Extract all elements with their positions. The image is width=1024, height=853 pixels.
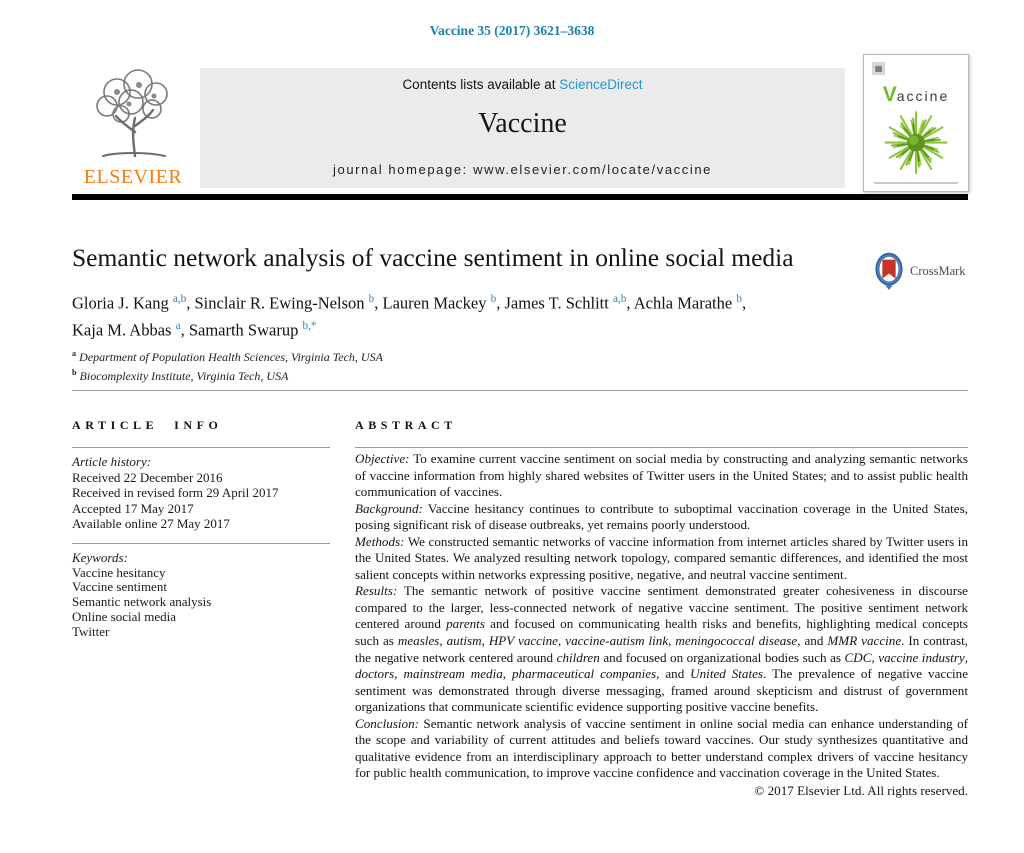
- journal-cover-thumbnail: [863, 54, 969, 192]
- history-online: Available online 27 May 2017: [72, 516, 230, 532]
- article-title: Semantic network analysis of vaccine sentiment in online social media: [72, 243, 794, 272]
- copyright-line: © 2017 Elsevier Ltd. All rights reserved.: [754, 782, 968, 798]
- abstract-background: Background: Vaccine hesitancy continues to contribute to suboptimal vaccination coverage in the United States, posing significant risk of disease outbreaks, yet remains poorly understood.: [355, 500, 968, 533]
- article-info-heading: ARTICLE INFO: [72, 418, 223, 432]
- crossmark-label: CrossMark: [910, 263, 966, 278]
- abstract-heading: ABSTRACT: [355, 418, 457, 432]
- sciencedirect-link[interactable]: ScienceDirect: [559, 77, 643, 92]
- keyword-item: Twitter: [72, 623, 110, 639]
- elsevier-tree-icon: [83, 64, 183, 164]
- cover-title-initial: V: [882, 83, 897, 106]
- elsevier-logo: [72, 64, 194, 192]
- abstract-results: Results: The semantic network of positive vaccine sentiment demonstrated greater cohesiveness in discourse compared to the larger, less-connected network of negative vaccine sentiment. The positive sentiment network centered around parents and focused on communicating health risks and benefits, highlighting medical concepts such as measles, autism, HPV vaccine, vaccine-autism link, meningococcal disease, and MMR vaccine. In contrast, the negative network centered around children and focused on organizational bodies such as CDC, vaccine industry, doctors, mainstream media, pharmaceutical companies, and United States. The prevalence of negative vaccine sentiment was demonstrated through diverse messaging, framed around skepticism and distrust of government organizations that communicate scientific evidence supporting positive vaccine benefits.: [355, 583, 969, 715]
- article-history: [72, 454, 330, 532]
- cover-title-rest: accine: [896, 88, 950, 104]
- author-line-1: Gloria J. Kang $^{a,b}$, Sinclair R. Ewing-Nelson $^b$, Lauren Mackey $^b$, James T. Schlitt $^{a,b}$, Achla Marathe $^b$,: [72, 293, 747, 313]
- abstract-methods: Methods: We constructed semantic networks of vaccine information from internet articles shared by Twitter users in the United States. We analyzed resulting network topology, compared semantic differences, and identified the most salient concepts within networks expressing positive, negative, and neutral vaccine sentiment.: [355, 533, 968, 582]
- keywords: [72, 551, 330, 639]
- abstract-body: [355, 451, 968, 799]
- affiliation-a: $^a$ Department of Population Health Sciences, Virginia Tech, USA: [72, 349, 383, 364]
- author-list: [72, 288, 932, 341]
- article-history-label: Article history:: [72, 454, 152, 469]
- keywords-divider-rule: [72, 543, 330, 544]
- keyword-item: Vaccine sentiment: [72, 579, 167, 595]
- journal-homepage-line: journal homepage: www.elsevier.com/locate/vaccine: [333, 162, 712, 177]
- history-accepted: Accepted 17 May 2017: [72, 500, 194, 516]
- history-received: Received 22 December 2016: [72, 469, 223, 485]
- abstract-objective: Objective: To examine current vaccine sentiment on social media by constructing and analyzing semantic networks of vaccine information from highly shared websites of Twitter users in the United States; and to assist public health communication of vaccines.: [355, 451, 968, 500]
- abstract-conclusion: Conclusion: Semantic network analysis of vaccine sentiment in online social media can enhance understanding of the scope and variability of current attitudes and beliefs toward vaccines. Our study synthesizes quantitative and qualitative evidence from an interdisciplinary approach to better understand complex drivers of vaccine hesitancy for public health communication, to improve vaccine confidence and vaccination coverage in the United States.: [355, 715, 968, 781]
- crossmark-badge[interactable]: [870, 250, 970, 292]
- journal-name: Vaccine: [478, 108, 567, 139]
- history-revised: Received in revised form 29 April 2017: [72, 485, 279, 501]
- contents-line: [200, 77, 845, 92]
- affiliations: [72, 346, 772, 384]
- virus-ball-icon: [874, 101, 958, 181]
- crossmark-icon: [870, 250, 908, 292]
- header-divider-bar: [72, 194, 968, 200]
- keyword-item: Vaccine hesitancy: [72, 564, 166, 580]
- keyword-item: Online social media: [72, 608, 176, 624]
- keywords-label: Keywords:: [72, 550, 128, 565]
- author-line-2: Kaja M. Abbas $^a$, Samarth Swarup $^{b,*}$: [72, 319, 317, 339]
- article-info-heading-rule: [72, 447, 330, 448]
- elsevier-wordmark: ELSEVIER: [83, 166, 183, 188]
- section-divider-rule: [72, 390, 968, 391]
- contents-line-prefix: Contents lists available at: [402, 77, 560, 92]
- cover-footer-line: [874, 182, 958, 184]
- abstract-heading-rule: [355, 447, 968, 448]
- affiliation-b: $^b$ Biocomplexity Institute, Virginia Tech, USA: [72, 368, 289, 383]
- keyword-item: Semantic network analysis: [72, 594, 212, 610]
- journal-header-box: [200, 68, 845, 188]
- journal-citation: Vaccine 35 (2017) 3621–3638: [429, 23, 595, 38]
- cover-emblem-icon: ▦: [872, 62, 885, 75]
